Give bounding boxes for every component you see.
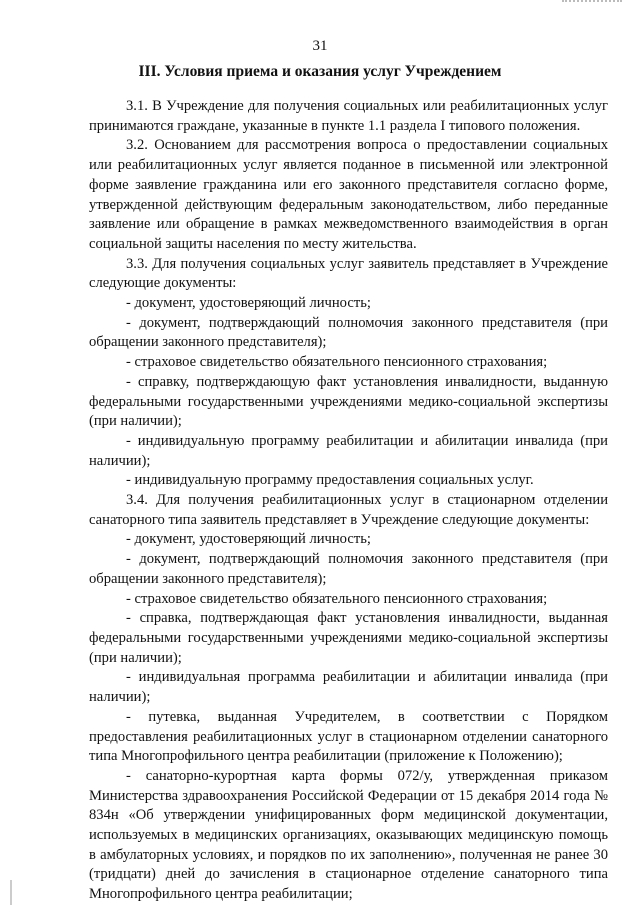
list-item: - страховое свидетельство обязательного пенсионного страхования; [126, 354, 548, 371]
paragraph-3-3: 3.3. Для получения социальных услуг заявитель представляет в Учреждение следующие документы: [89, 255, 608, 292]
list-item: - санаторно-курортная карта формы 072/у, утвержденная приказом Министерства здравоохранения Российской Федерации от 15 декабря 2014 года № 834н «Об утверждении унифицированных форм медицинской документации, используемых в медицинских организациях, оказывающих медицинскую помощь в амбулаторных условиях, и порядков по их заполнению», полученная не ранее 30 (тридцати) дней до зачисления в стационарное отделение санаторного типа Многопрофильного центра реабилитации; [89, 767, 608, 903]
scan-artifact [10, 880, 12, 905]
section-title: III. Условия приема и оказания услуг Учреждением [138, 63, 502, 80]
scan-artifact [562, 0, 622, 8]
paragraph-3-1: 3.1. В Учреждение для получения социальных или реабилитационных услуг принимаются граждане, указанные в пункте 1.1 раздела I типового положения. [89, 98, 608, 134]
paragraph-3-2: 3.2. Основанием для рассмотрения вопроса о предоставлении социальных или реабилитационных услуг является поданное в письменной или электронной форме заявление гражданина или его законного представителя согласно форме, утвержденной действующим федеральным законодательством, либо переданные заявление или обращение в рамках межведомственного взаимодействия в орган социальной защиты населения по месту жительства. [89, 137, 608, 252]
list-item: - документ, подтверждающий полномочия законного представителя (при обращении законного представителя); [89, 551, 608, 587]
document-body [89, 97, 608, 905]
list-item: - документ, подтверждающий полномочия законного представителя (при обращении законного представителя); [89, 314, 608, 351]
list-item: - документ, удостоверяющий личность; [126, 531, 371, 548]
list-item: - страховое свидетельство обязательного пенсионного страхования; [126, 590, 548, 607]
list-item: - индивидуальная программа реабилитации и абилитации инвалида (при наличии); [89, 669, 608, 706]
paragraph-3-4: 3.4. Для получения реабилитационных услуг в стационарном отделении санаторного типа заявитель представляет в Учреждение следующие документы: [89, 492, 608, 528]
list-item: - путевка, выданная Учредителем, в соответствии с Порядком предоставления реабилитационных услуг в стационарном отделении санаторного типа Многопрофильного центра реабилитации (приложение к Положению); [89, 708, 608, 765]
list-item: - документ, удостоверяющий личность; [126, 295, 371, 312]
list-item: - справку, подтверждающую факт установления инвалидности, выданную федеральными государственными учреждениями медико-социальной экспертизы (при наличии); [89, 373, 608, 430]
list-item: - справка, подтверждающая факт установления инвалидности, выданная федеральными государственными учреждениями медико-социальной экспертизы (при наличии); [89, 610, 608, 666]
list-item: - индивидуальную программу предоставления социальных услуг. [126, 472, 534, 489]
page-number: 31 [312, 38, 328, 54]
list-item: - индивидуальную программу реабилитации и абилитации инвалида (при наличии); [89, 432, 608, 469]
